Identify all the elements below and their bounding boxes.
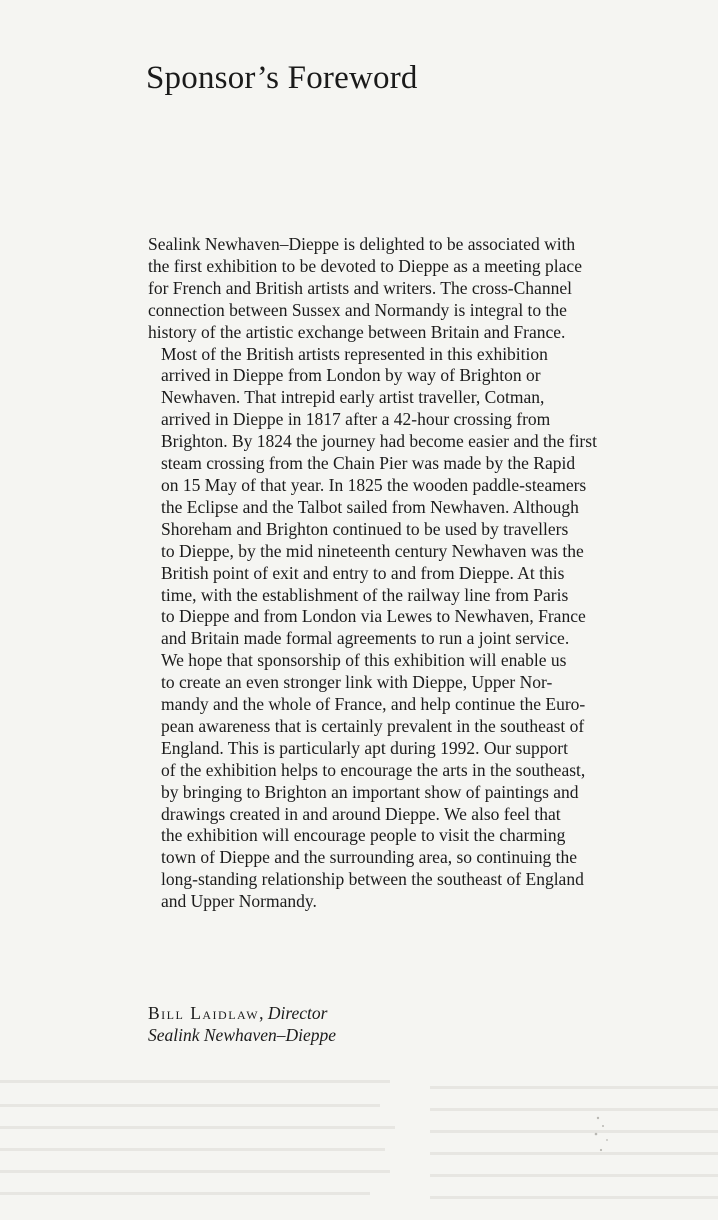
text-line: by bringing to Brighton an important show of paintings and [161, 781, 579, 802]
text-line: Sealink Newhaven–Dieppe is delighted to be associated with [148, 234, 576, 254]
paragraph-3 [148, 650, 668, 913]
show-through-texture [0, 1060, 718, 1220]
text-line: British point of exit and entry to and from Dieppe. At this [161, 562, 565, 583]
text-line: the Eclipse and the Talbot sailed from Newhaven. Although [161, 496, 579, 517]
text-line: arrived in Dieppe in 1817 after a 42-hour crossing from [161, 409, 551, 430]
text-line: to create an even stronger link with Dieppe, Upper Nor- [161, 672, 553, 693]
text-line: long-standing relationship between the southeast of England [161, 869, 584, 890]
foreword-body [148, 234, 668, 913]
text-line: drawings created in and around Dieppe. We also feel that [161, 803, 561, 824]
text-line: on 15 May of that year. In 1825 the wooden paddle-steamers [161, 474, 587, 495]
text-line: steam crossing from the Chain Pier was made by the Rapid [161, 453, 576, 474]
text-line: the first exhibition to be devoted to Dieppe as a meeting place [148, 255, 582, 276]
text-line: Brighton. By 1824 the journey had become easier and the first [161, 431, 597, 452]
text-line: town of Dieppe and the surrounding area, so continuing the [161, 847, 578, 868]
signature-separator: , [259, 1003, 268, 1023]
text-line: pean awareness that is certainly prevalent in the southeast of [161, 715, 585, 736]
text-line: Newhaven. That intrepid early artist traveller, Cotman, [161, 387, 545, 408]
text-line: the exhibition will encourage people to visit the charming [161, 825, 566, 846]
signature-name-line [148, 1002, 336, 1024]
text-line: Shoreham and Brighton continued to be used by travellers [161, 518, 569, 539]
text-line: We hope that sponsorship of this exhibition will enable us [161, 650, 567, 671]
text-line: for French and British artists and writers. The cross-Channel [148, 277, 572, 298]
text-line: England. This is particularly apt during 1992. Our support [161, 737, 568, 758]
signatory-organization: Sealink Newhaven–Dieppe [148, 1025, 337, 1045]
text-line: to Dieppe and from London via Lewes to Newhaven, France [161, 606, 586, 627]
text-line: Most of the British artists represented in this exhibition [161, 343, 548, 364]
text-line: connection between Sussex and Normandy is integral to the [148, 299, 567, 320]
text-line: of the exhibition helps to encourage the arts in the southeast, [161, 759, 586, 780]
page-title: Sponsor’s Foreword [146, 60, 418, 96]
text-line: and Britain made formal agreements to run a joint service. [161, 628, 570, 649]
signatory-name: Bill Laidlaw [148, 1003, 260, 1023]
text-line: mandy and the whole of France, and help continue the Euro- [161, 694, 586, 715]
paragraph-2 [148, 344, 668, 651]
text-line: history of the artistic exchange between Britain and France. [148, 321, 566, 342]
signature-block [148, 1002, 336, 1046]
text-line: and Upper Normandy. [161, 891, 317, 912]
text-line: to Dieppe, by the mid nineteenth century Newhaven was the [161, 540, 584, 561]
paragraph-1 [148, 234, 668, 344]
text-line: arrived in Dieppe from London by way of Brighton or [161, 365, 541, 386]
text-line: time, with the establishment of the railway line from Paris [161, 584, 569, 605]
signatory-role: Director [267, 1003, 328, 1023]
